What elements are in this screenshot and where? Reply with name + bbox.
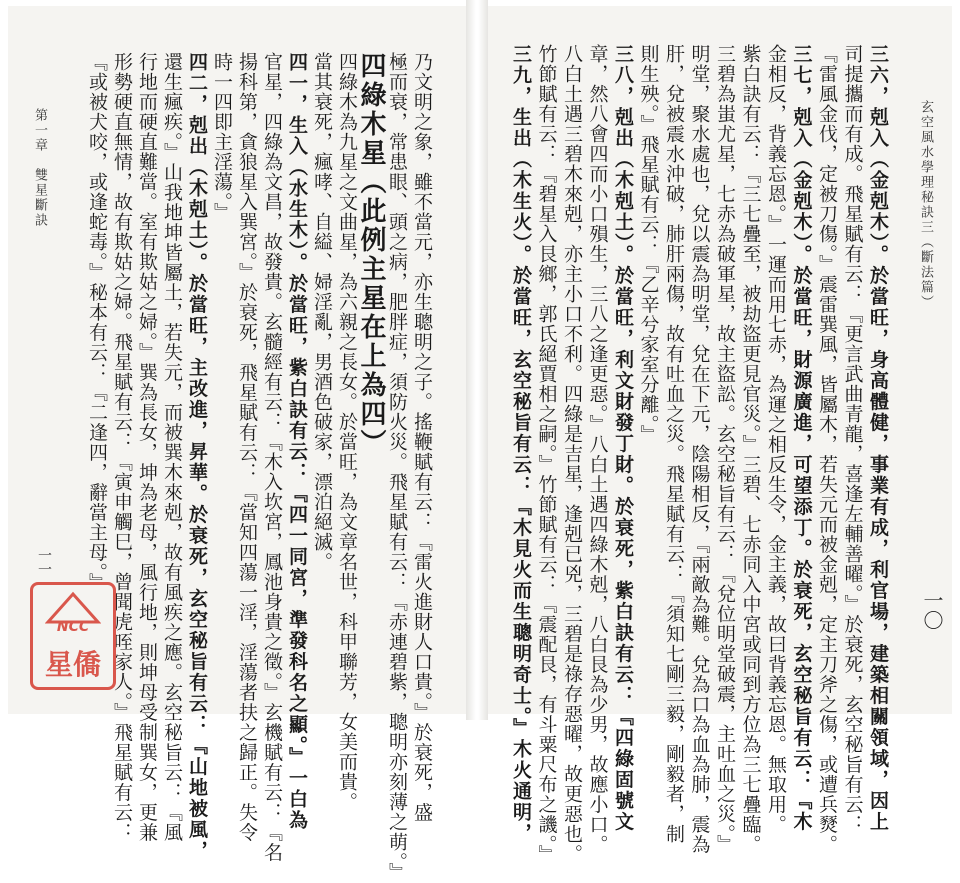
book-gutter xyxy=(466,0,488,720)
text-column: 當其衰死，瘋哮、自縊、婦淫亂，男酒色破家，漂泊絕滅。 xyxy=(311,52,333,572)
running-head-left: 第一章 雙星斷訣 xyxy=(32,108,47,228)
text-column: 明堂，聚水處也，兌以震為明堂，兌在下元，陰陽相反，『兩敵為難。兌為口為血為肺，震為 xyxy=(688,44,711,855)
text-column: 還生瘋疾。』山我地坤皆屬土，若失元，而被巽木來剋，故有風疾之應。玄空秘旨云：『風 xyxy=(161,52,183,843)
text-column: 時一四即主淫蕩。』 xyxy=(211,52,233,223)
text-column: 則生殃。』飛星賦有云：『乙辛兮家室分離。』 xyxy=(637,44,660,445)
text-column: 極而衰，常患眼、頭之病，肥胖症，須防火災。飛星賦有云：『赤連碧紫，聰明亦刻薄之萌。』 xyxy=(386,52,408,883)
text-column: 八白土遇三碧木來剋，亦主小口不利。四綠是吉星，逢剋已兇，三碧是祿存惡曜，故更惡也。 xyxy=(561,44,583,864)
text-column: 金相反，背義忘恩。』一運而用七赤，為運之相反生令，金主義，故曰背義忘恩。無取用。 xyxy=(765,44,787,835)
text-column: 行地而硬直難當。室有欺姑之婦。』巽為長女，坤為老母，風行地，則坤母受制巽女，更兼 xyxy=(136,52,158,843)
text-column: 肝，兌被震水沖破，肺肝兩傷，故有吐血之災。飛星賦有云：『須知七剛三毅，剛毅者，制 xyxy=(663,44,685,844)
entry-heading-column: 三六，剋入（金剋木）。於當旺，身高體健，事業有成，利官場，建築相關領域，因上 xyxy=(867,44,889,833)
text-column: 三碧為蚩尤星，七赤為破軍星，故主盜訟。玄空秘旨有云：『兌位明堂破震，主吐血之災。』 xyxy=(714,44,736,855)
text-column: 司提攜而有成。飛星賦有云：『更言武曲青龍，喜逢左輔善曜。』於衰死，玄空秘旨有云： xyxy=(841,44,864,835)
entry-heading-column: 三七，剋入（金剋木）。於當旺，財源廣進，可望添丁。於衰死，玄空秘旨有云：『木 xyxy=(790,44,813,833)
text-column: 形勢硬直無情，故有欺姑之婦。飛星賦有云：『寅申觸巳，曾聞虎咥家人。』飛星賦有云： xyxy=(111,52,133,843)
text-column: 官星，四綠為文昌，故發貴。玄髓經有云：『木入坎宮，鳳池身貴之徵。』玄機賦有云：『名 xyxy=(261,52,283,863)
entry-heading-column: 四二，剋出（木剋土）。於當旺，主改進，昇華。於衰死，玄空秘旨有云：『山地被風， xyxy=(186,52,208,862)
entry-heading-column: 三九，生出（木生火）。於當旺，玄空秘旨有云：『木見火而生聰明奇士。』木火通明， xyxy=(510,44,532,844)
text-column: 乃文明之象，雖不當元，亦生聰明之子。搖鞭賦有云：『雷火進財人口貴。』於衰死，盛 xyxy=(411,52,433,823)
section-title: 四綠木星（此例主星在上為四） xyxy=(356,52,386,458)
page-number-right: 一〇 xyxy=(920,590,944,630)
entry-heading-column: 三八，剋出（木剋土）。於當旺，利文財發丁財。於衰死，紫白訣有云：『四綠固號文 xyxy=(612,44,634,833)
text-column: 揚科第，貪狼星入巽宮。』於衰死，飛星賦有云：『當知四蕩一淫，淫蕩者扶之歸正。失令 xyxy=(236,52,258,843)
running-head-right: 玄空風水學理秘訣三（斷法篇） xyxy=(918,100,933,310)
text-column: 『雷風金伐，定被刀傷。』震雷巽風，皆屬木，若失元而被金剋，定主刀斧之傷，或遭兵燹。 xyxy=(816,44,838,855)
entry-heading-column: 四一，生入（水生木）。於當旺，紫白訣有云：『四一同宮，準發科名之顯。』一白為 xyxy=(286,52,308,831)
text-column: 章，然八會四而小口殞生，三八之逢更惡。』八白土遇四綠木剋，八白艮為少男，故應小口。 xyxy=(586,44,609,855)
text-column: 竹節賦有云：『碧星入艮鄉，郭氏絕賈相之嗣。』竹節賦有云：『震配艮，有斗粟尺布之譏。』 xyxy=(535,44,558,865)
text-column: 『或被犬咬，或逢蛇毒。』秘本有云：『二逢四，辭當主母。』 xyxy=(86,52,108,593)
stamp-name: 星僑 xyxy=(44,648,101,681)
stamp-label: NCC xyxy=(56,619,90,635)
page-number-left: 一一 xyxy=(36,548,52,576)
text-column: 紫白訣有云：『三七疊至，被劫盜更見官災。』三碧、七赤同入中宮或同到方位為三七疊臨。 xyxy=(739,44,762,855)
text-column: 四綠木為九星之文曲星，為六親之長女。於當旺，為文章名世，科甲聯芳，女美而貴。 xyxy=(336,52,358,812)
ncc-stamp-logo xyxy=(30,582,116,690)
